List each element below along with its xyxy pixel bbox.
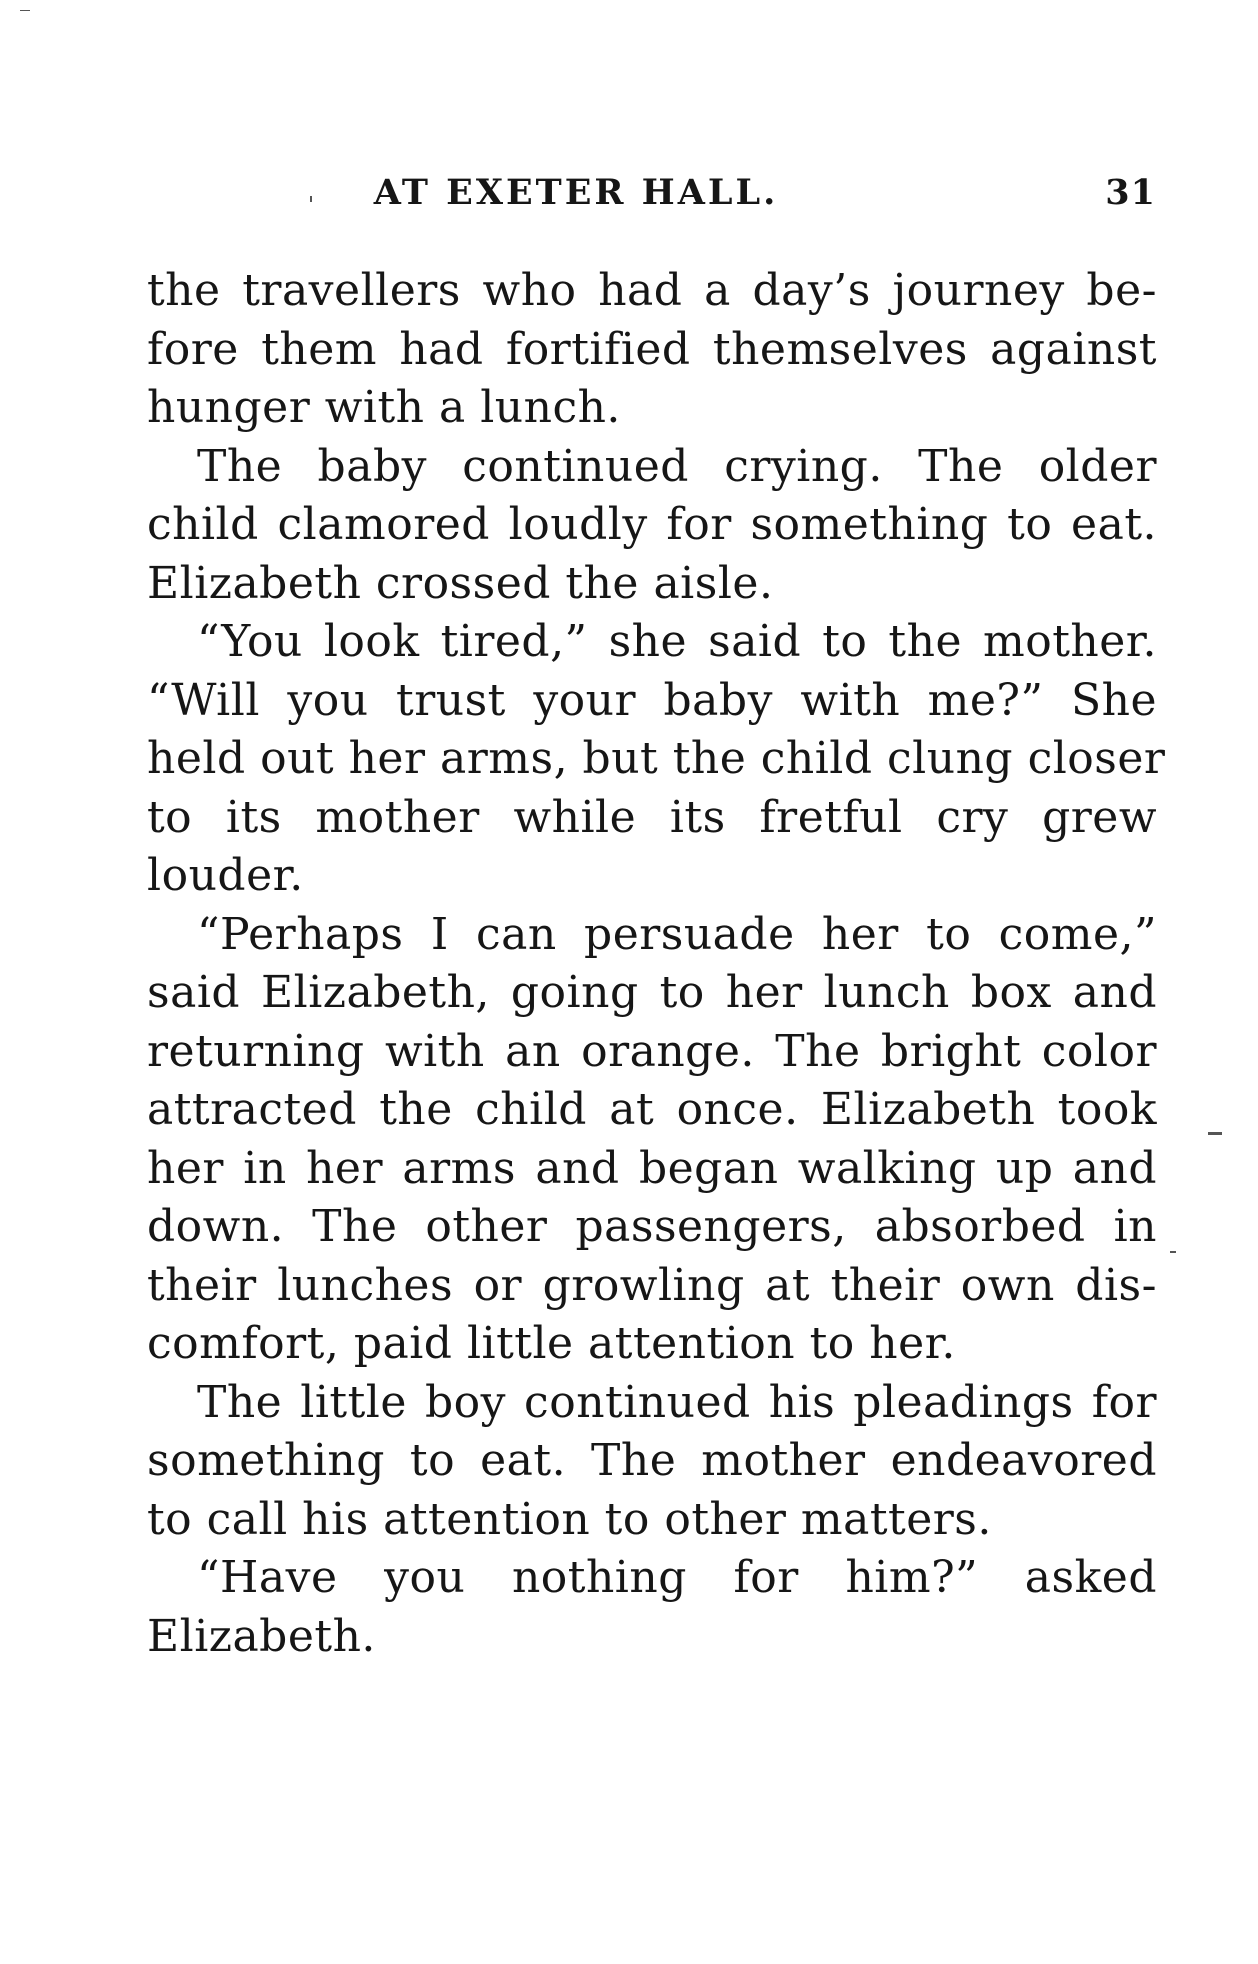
scan-speck <box>1208 1132 1222 1135</box>
text-line: “Perhaps I can persuade her to come,” <box>197 908 1157 960</box>
body-text <box>147 262 1166 1666</box>
text-line: comfort, paid little attention to her. <box>147 1318 956 1369</box>
text-line: their lunches or growling at their own dis- <box>147 1259 1157 1311</box>
text-line: “Have you nothing for him?” asked <box>197 1552 1157 1603</box>
text-line: Elizabeth. <box>147 1610 376 1662</box>
text-line: to call his attention to other matters. <box>147 1493 992 1545</box>
chapter-title: AT EXETER HALL. <box>373 172 779 213</box>
text-line: held out her arms, but the child clung closer <box>147 733 1166 784</box>
text-line: The baby continued crying. The older <box>197 440 1157 492</box>
scan-speck <box>20 10 30 11</box>
text-line: down. The other passengers, absorbed in <box>147 1201 1157 1252</box>
text-line: fore them had fortified themselves against <box>147 323 1157 375</box>
text-line: child clamored loudly for something to eat. <box>147 499 1157 550</box>
text-line: “Will you trust your baby with me?” She <box>147 674 1157 726</box>
text-line: returning with an orange. The bright color <box>147 1025 1157 1077</box>
text-line: to its mother while its fretful cry grew <box>147 791 1157 843</box>
text-line: something to eat. The mother endeavored <box>147 1435 1157 1486</box>
text-line: said Elizabeth, going to her lunch box and <box>147 967 1157 1018</box>
running-head <box>148 166 1156 226</box>
text-line: the travellers who had a day’s journey be- <box>147 265 1157 316</box>
text-line: louder. <box>147 850 304 901</box>
text-line: “You look tired,” she said to the mother. <box>197 616 1157 667</box>
text-line: attracted the child at once. Elizabeth took <box>147 1084 1157 1135</box>
text-line: Elizabeth crossed the aisle. <box>147 557 774 609</box>
scan-speck <box>1170 1251 1176 1253</box>
text-line: her in her arms and began walking up and <box>147 1142 1157 1194</box>
text-line: The little boy continued his pleadings for <box>197 1376 1157 1428</box>
scan-speck <box>310 196 312 202</box>
page-number: 31 <box>1105 172 1156 213</box>
text-line: hunger with a lunch. <box>147 382 621 433</box>
